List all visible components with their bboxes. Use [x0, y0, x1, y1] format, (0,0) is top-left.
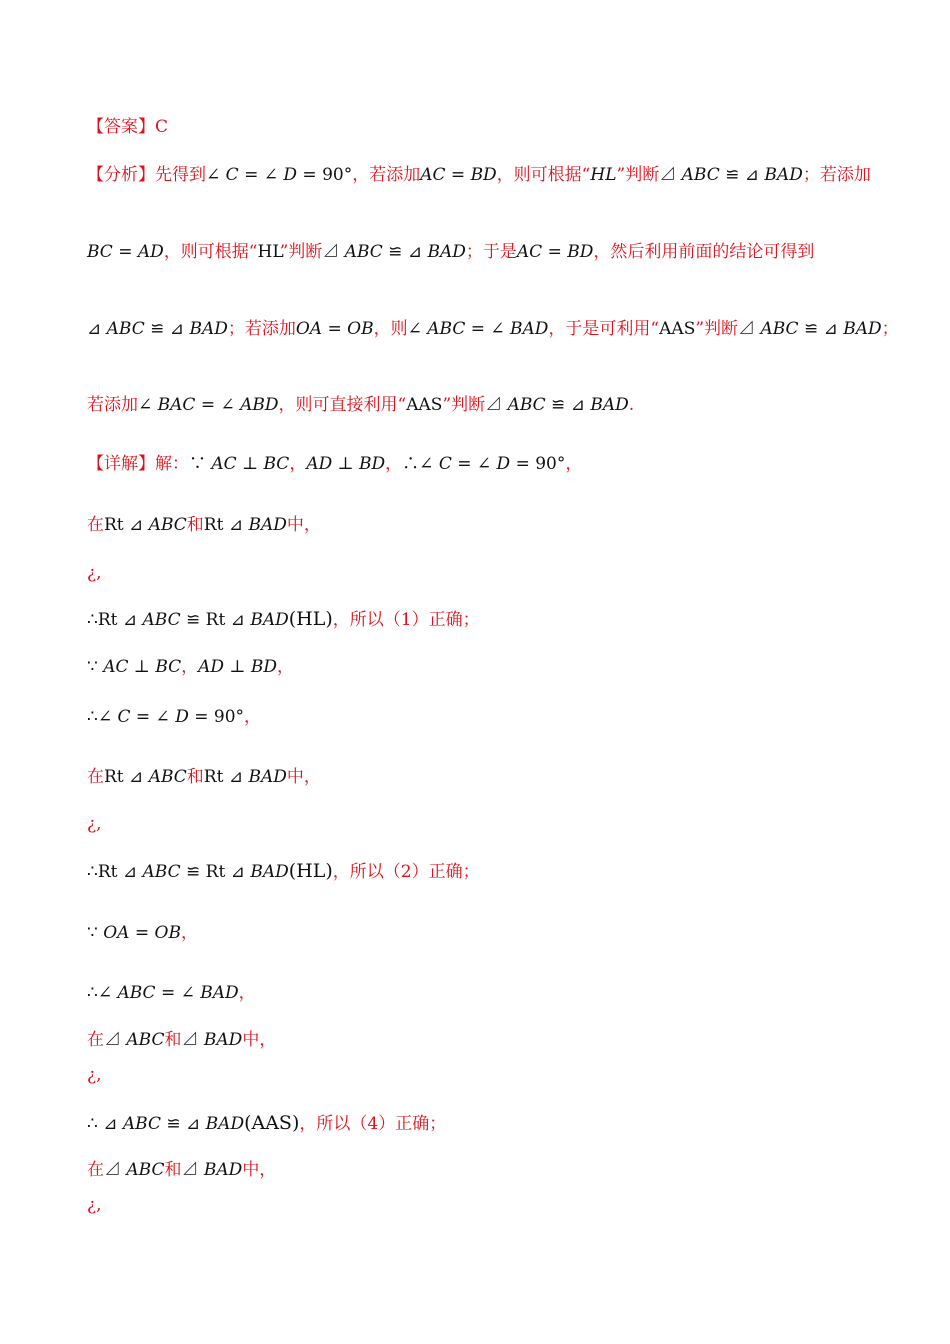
text-segment: BAD	[205, 1114, 245, 1134]
text-segment: ABC	[344, 242, 383, 262]
text-segment: OA	[295, 319, 323, 339]
text-segment: ≌ ⊿	[719, 165, 765, 185]
text-segment: ⊿	[104, 1030, 127, 1050]
text-segment: =	[129, 923, 155, 943]
text-segment: ，	[180, 923, 198, 943]
text-segment: ¿,	[87, 1195, 102, 1215]
text-segment: ¿,	[87, 1065, 102, 1085]
text-segment: ；	[881, 319, 899, 339]
text-segment: ，所以（1）正确；	[332, 610, 480, 630]
text-line-1	[87, 115, 168, 139]
text-segment: 在	[87, 767, 104, 787]
text-segment: ⊿	[738, 319, 761, 339]
text-segment: =	[112, 242, 138, 262]
text-segment: ∴∠	[87, 707, 118, 727]
text-segment: 和	[186, 515, 204, 535]
text-line-18	[87, 1063, 102, 1087]
text-segment: AAS	[406, 395, 443, 415]
text-segment: ⊥	[236, 454, 264, 474]
text-segment: ；若添加	[802, 165, 871, 185]
text-segment: 【答案】C	[87, 117, 169, 137]
text-segment: = ∠	[195, 395, 241, 415]
text-segment: BC	[155, 657, 182, 677]
text-segment: ¿,	[87, 814, 102, 834]
text-segment: BAD	[189, 319, 228, 339]
text-segment: ABC	[126, 1030, 165, 1050]
text-segment: 和	[186, 767, 204, 787]
text-segment: AD	[198, 657, 225, 677]
text-segment: ”判断	[616, 165, 660, 185]
text-segment: AC	[516, 242, 543, 262]
text-segment: ⊥	[128, 657, 156, 677]
text-segment: ABC	[117, 983, 156, 1003]
text-segment: ，然后利用前面的结论可得到	[593, 242, 815, 262]
text-segment: ，于是可利用“	[548, 319, 660, 339]
text-segment: BAD	[203, 1030, 243, 1050]
text-segment: ，	[181, 657, 199, 677]
text-line-4	[87, 317, 899, 341]
text-segment: BAC	[157, 395, 196, 415]
text-segment: ⊥	[332, 454, 360, 474]
text-segment: ∴ ⊿	[87, 1114, 123, 1134]
text-segment: = ∠	[451, 454, 497, 474]
text-segment: = 90°	[188, 707, 245, 727]
text-segment: ⊿	[104, 1160, 127, 1180]
text-segment: ≌ ⊿	[382, 242, 428, 262]
text-segment: AD	[137, 242, 164, 262]
text-line-7	[87, 513, 321, 537]
text-line-6	[87, 452, 582, 476]
text-segment: ABC	[507, 395, 546, 415]
text-segment: ABC	[681, 165, 720, 185]
text-segment: BAD	[203, 1160, 243, 1180]
text-line-20	[87, 1158, 276, 1182]
text-segment: OB	[154, 923, 181, 943]
text-segment: ∴Rt ⊿	[87, 610, 143, 630]
text-segment: (AAS)	[244, 1112, 300, 1134]
text-segment: OB	[347, 319, 374, 339]
text-segment: 在	[87, 1160, 104, 1180]
text-segment: ABC	[106, 319, 145, 339]
text-segment: D	[496, 454, 511, 474]
text-segment: ABC	[142, 610, 181, 630]
text-segment: ，则可直接利用“	[278, 395, 407, 415]
text-segment: ABC	[148, 767, 187, 787]
text-segment: ，所以（4）正确；	[299, 1114, 447, 1134]
text-segment: ≌ ⊿	[798, 319, 844, 339]
text-segment: AAS	[659, 319, 696, 339]
text-segment: ⊿	[181, 1160, 204, 1180]
text-line-19	[87, 1111, 446, 1136]
text-segment: 中，	[286, 767, 321, 787]
text-segment: ，	[277, 657, 294, 677]
text-segment: ”判断	[442, 395, 486, 415]
text-segment: 中，	[242, 1160, 277, 1180]
text-segment: ”判断	[279, 242, 323, 262]
text-line-3	[87, 240, 814, 264]
text-line-13	[87, 812, 102, 836]
text-segment: ⊿	[181, 1030, 204, 1050]
text-segment: C	[438, 454, 452, 474]
text-segment: BD	[359, 454, 386, 474]
text-segment: BC	[87, 242, 113, 262]
text-segment: 【分析】先得到	[87, 165, 206, 185]
text-segment: 在	[87, 1030, 104, 1050]
text-segment: 和	[164, 1160, 182, 1180]
text-segment: BD	[250, 657, 277, 677]
text-segment: BD	[470, 165, 497, 185]
text-segment: HL	[590, 165, 617, 185]
text-segment: AC	[103, 657, 129, 677]
text-segment: AD	[306, 454, 333, 474]
text-segment: ≌ Rt ⊿	[180, 610, 251, 630]
text-segment: ⊥	[224, 657, 251, 677]
text-segment: =	[542, 242, 568, 262]
text-segment: D	[283, 165, 298, 185]
text-segment: ”判断	[695, 319, 739, 339]
text-segment: ∠	[407, 319, 428, 339]
text-segment: ∠	[138, 395, 158, 415]
text-line-11	[87, 705, 261, 729]
text-segment: ，	[244, 707, 262, 727]
text-segment: ∠	[206, 165, 226, 185]
text-segment: ≌ Rt ⊿	[180, 862, 251, 882]
text-segment: = ∠	[155, 983, 201, 1003]
text-segment: ABC	[126, 1160, 165, 1180]
text-segment: = ∠	[465, 319, 511, 339]
text-segment: 在	[87, 515, 104, 535]
text-segment: 若添加	[87, 395, 138, 415]
text-segment: ABC	[427, 319, 466, 339]
text-segment: BAD	[248, 515, 287, 535]
text-segment: ¿,	[87, 563, 102, 583]
text-segment: .	[628, 395, 635, 415]
text-segment: ；若添加	[227, 319, 296, 339]
text-segment: ∵	[87, 923, 104, 943]
text-segment: BAD	[510, 319, 549, 339]
text-segment: = 90°	[297, 165, 353, 185]
text-segment: ∴∠	[402, 454, 439, 474]
text-line-16	[87, 981, 256, 1005]
text-segment: ⊿	[87, 319, 107, 339]
text-segment: Rt ⊿	[203, 767, 249, 787]
text-segment: ，	[565, 454, 583, 474]
text-segment: BD	[567, 242, 594, 262]
text-segment: ≌ ⊿	[160, 1114, 206, 1134]
text-segment: 和	[164, 1030, 182, 1050]
text-segment: BAD	[250, 610, 289, 630]
text-segment: Rt ⊿	[104, 515, 149, 535]
text-segment: OA	[103, 923, 130, 943]
text-segment: BAD	[200, 983, 239, 1003]
text-line-2	[87, 163, 871, 187]
text-segment: ⊿	[322, 242, 345, 262]
text-segment: ⊿	[659, 165, 682, 185]
text-segment: 【详解】解：	[87, 454, 189, 474]
text-segment: = ∠	[130, 707, 176, 727]
text-segment: 中，	[286, 515, 321, 535]
text-segment: C	[225, 165, 239, 185]
text-line-5	[87, 393, 634, 417]
text-segment: ⊿	[485, 395, 508, 415]
text-segment: BAD	[248, 767, 287, 787]
text-segment: BAD	[427, 242, 466, 262]
text-segment: ，若添加	[352, 165, 421, 185]
text-segment: ∴Rt ⊿	[87, 862, 143, 882]
text-segment: AC	[211, 454, 237, 474]
text-segment: ABC	[148, 515, 187, 535]
text-segment: BAD	[764, 165, 803, 185]
text-line-9	[87, 607, 480, 632]
text-line-15	[87, 921, 198, 945]
text-segment: ，所以（2）正确；	[332, 862, 480, 882]
text-segment: Rt ⊿	[203, 515, 249, 535]
text-segment: = 90°	[510, 454, 566, 474]
text-segment: BAD	[843, 319, 882, 339]
text-segment: ，则	[373, 319, 408, 339]
text-line-21	[87, 1193, 102, 1217]
text-line-12	[87, 765, 321, 789]
text-segment: ABC	[142, 862, 181, 882]
text-segment: ∵	[189, 454, 212, 474]
text-segment: = ∠	[238, 165, 284, 185]
text-segment: ≌ ⊿	[545, 395, 591, 415]
text-segment: (HL)	[288, 860, 333, 882]
text-segment: =	[445, 165, 471, 185]
text-segment: D	[175, 707, 189, 727]
text-segment: ；于是	[465, 242, 517, 262]
text-segment: ∴∠	[87, 983, 118, 1003]
text-segment: ，	[289, 454, 307, 474]
text-segment: =	[322, 319, 348, 339]
text-segment: BAD	[590, 395, 629, 415]
text-segment: ，则可根据“	[163, 242, 258, 262]
text-segment: ，	[385, 454, 403, 474]
text-segment: ∵	[87, 657, 104, 677]
text-segment: ABD	[240, 395, 279, 415]
text-segment: ≌ ⊿	[144, 319, 190, 339]
text-segment: ，则可根据“	[496, 165, 591, 185]
text-segment: ，	[238, 983, 256, 1003]
text-line-10	[87, 655, 294, 679]
text-segment: HL	[257, 242, 280, 262]
text-segment: AC	[420, 165, 446, 185]
text-segment: ABC	[122, 1114, 161, 1134]
text-segment: BAD	[250, 862, 289, 882]
text-segment: ABC	[760, 319, 799, 339]
text-segment: (HL)	[288, 608, 333, 630]
text-line-14	[87, 859, 480, 884]
text-line-8	[87, 561, 102, 585]
text-segment: BC	[263, 454, 290, 474]
text-line-17	[87, 1028, 276, 1052]
text-segment: 中，	[242, 1030, 277, 1050]
text-segment: C	[117, 707, 131, 727]
text-segment: Rt ⊿	[104, 767, 149, 787]
